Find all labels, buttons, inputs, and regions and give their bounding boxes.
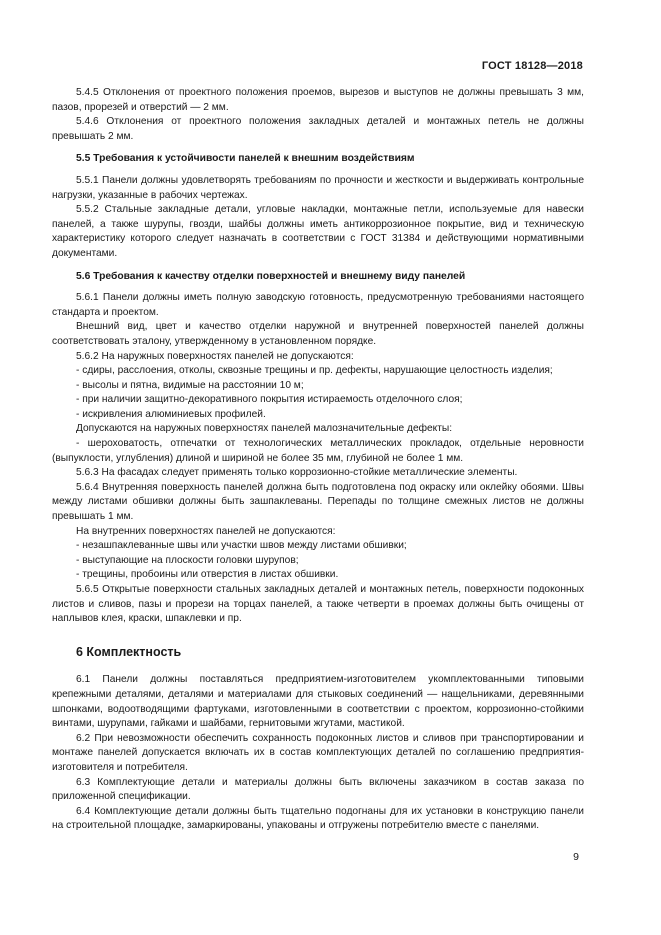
paragraph: - высолы и пятна, видимые на расстоянии 10 м; (76, 379, 304, 391)
chapter-heading: 6 Комплектность (76, 644, 182, 659)
page-number: 9 (573, 851, 579, 863)
paragraph: 6.1 Панели должны поставляться предприятием-изготовителем укомплектованными типовыми крепежными деталями, деталями и материалами для стыковых соединений — нащельниками, деревянными шпонками, водоотводящими фартуками, изготовленными в соответствии с проектом, коррозионно-стойкими винтами, шурупами, гайками и шайбами, гернитовыми жгутами, мастикой. (52, 674, 584, 730)
paragraph: 5.4.5 Отклонения от проектного положения проемов, вырезов и выступов не должны превышать 3 мм, пазов, прорезей и отверстий — 2 мм. (52, 87, 584, 113)
section-heading: 5.5 Требования к устойчивости панелей к внешним воздействиям (76, 153, 415, 165)
paragraph: На внутренних поверхностях панелей не допускаются: (76, 525, 336, 537)
paragraph: 6.2 При невозможности обеспечить сохранность подоконных листов и сливов при транспортировании и монтаже панелей допускается включать их в состав комплектующих деталей по соглашению предприятия-изготовителя и потребителя. (52, 732, 584, 773)
paragraph: 5.5.2 Стальные закладные детали, угловые накладки, монтажные петли, используемые для навески панелей, а также шурупы, гвозди, шайбы должны иметь антикоррозионное покрытие, вид и техническую характеристику которого следует назначать в соответствии с ГОСТ 31384 и действующими нормативными документами. (52, 204, 584, 259)
paragraph: - сдиры, расслоения, отколы, сквозные трещины и пр. дефекты, нарушающие целостность изделия; (76, 365, 553, 377)
paragraph: 5.6.1 Панели должны иметь полную заводскую готовность, предусмотренную требованиями настоящего стандарта и проектом. (52, 292, 584, 318)
paragraph: 5.6.4 Внутренняя поверхность панелей должна быть подготовлена под окраску или оклейку обоями. Швы между листами обшивки должны быть зашпаклеваны. Перепады по толщине смежных листов не должны превышать 1 мм. (52, 481, 584, 523)
paragraph: 5.5.1 Панели должны удовлетворять требованиям по прочности и жесткости и выдерживать контрольные нагрузки, указанные в рабочих чертежах. (52, 174, 584, 201)
paragraph: 5.6.5 Открытые поверхности стальных закладных деталей и монтажных петель, поверхности подоконных листов и сливов, пазы и прорези на торцах панелей, а также четверти в проемах должны быть очищены от наплывов клея, краски, шпаклевки и пр. (52, 584, 584, 625)
paragraph: - искривления алюминиевых профилей. (76, 408, 266, 420)
paragraph: Допускаются на наружных поверхностях панелей малозначительные дефекты: (76, 423, 453, 435)
paragraph: - при наличии защитно-декоративного покрытия истираемость отделочного слоя; (76, 394, 463, 406)
document-body (52, 86, 584, 834)
paragraph: 5.4.6 Отклонения от проектного положения закладных деталей и монтажных петель не должны превышать 2 мм. (52, 116, 584, 142)
paragraph: 6.3 Комплектующие детали и материалы должны быть включены заказчиком в состав заказа по приложенной спецификации. (52, 776, 584, 803)
paragraph: - трещины, пробоины или отверстия в листах обшивки. (76, 569, 339, 581)
paragraph: - шероховатость, отпечатки от технологических металлических прокладок, отдельные неровности (выпуклости, углубления) длиной и шириной не более 35 мм, глубиной не более 1 мм. (52, 438, 584, 464)
paragraph: Внешний вид, цвет и качество отделки наружной и внутренней поверхностей панелей должны соответствовать эталону, утвержденному в установленном порядке. (52, 321, 584, 347)
paragraph: 6.4 Комплектующие детали должны быть тщательно подогнаны для их установки в конструкцию панели на строительной площадке, замаркированы, упакованы и отгружены потребителю вместе с панелями. (52, 805, 584, 832)
paragraph: 5.6.2 На наружных поверхностях панелей не допускаются: (76, 350, 354, 362)
paragraph: - выступающие на плоскости головки шурупов; (76, 554, 299, 566)
paragraph: - незашпаклеванные швы или участки швов между листами обшивки; (76, 540, 407, 552)
paragraph: 5.6.3 На фасадах следует применять только коррозионно-стойкие металлические элементы. (76, 467, 518, 479)
document-code-header: ГОСТ 18128—2018 (481, 60, 583, 72)
section-heading: 5.6 Требования к качеству отделки поверхностей и внешнему виду панелей (76, 270, 466, 282)
